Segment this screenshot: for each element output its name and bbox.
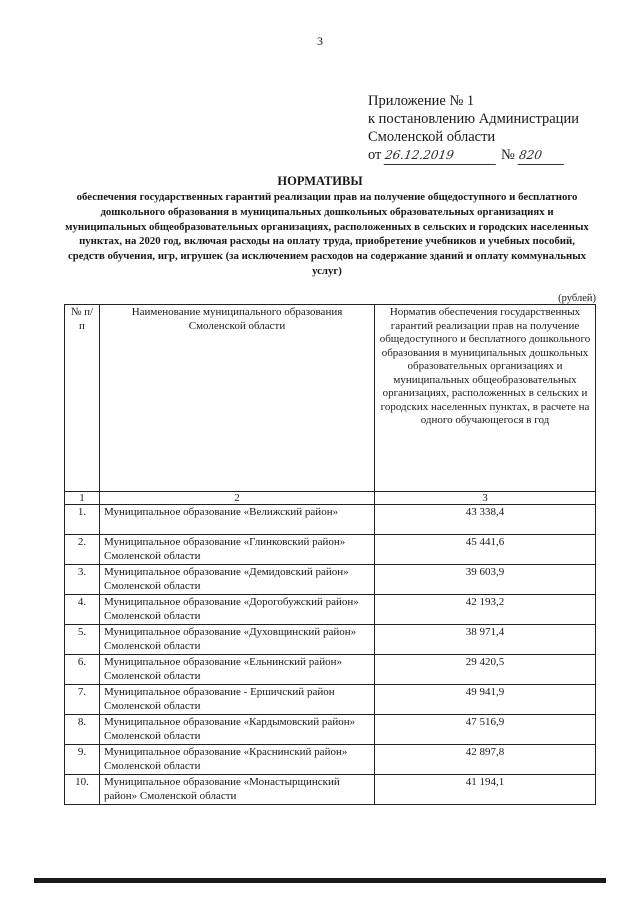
- norm-value: 49 941,9: [375, 685, 596, 715]
- page-number: 3: [317, 34, 323, 48]
- unit-label: (рублей): [558, 293, 596, 304]
- row-number: 6.: [65, 655, 100, 685]
- document-subtitle: обеспечения государственных гарантий реализации прав на получение общедоступного и бесплатного дошкольного образования в муниципальных дошкольных образовательных организациях и муниципальных общеобразовательных организациях, расположенных в сельских и городских населенных пунктах, на 2020 год, включая расходы на оплату труда, приобретение учебников и учебных пособий, средств обучения, игр, игрушек (за исключением расходов на содержание зданий и оплату коммунальных услуг): [65, 191, 589, 277]
- row-number: 1.: [65, 505, 100, 535]
- row-number: 2.: [65, 535, 100, 565]
- row-number: 3.: [65, 565, 100, 595]
- municipality-name: Муниципальное образование «Краснинский район» Смоленской области: [100, 745, 375, 775]
- norm-value: 39 603,9: [375, 565, 596, 595]
- table-row: [65, 625, 596, 655]
- table-index-row: [65, 492, 596, 505]
- appendix-block: [368, 92, 628, 165]
- row-number: 10.: [65, 775, 100, 805]
- norm-value: 47 516,9: [375, 715, 596, 745]
- municipality-name: Муниципальное образование «Демидовский район» Смоленской области: [100, 565, 375, 595]
- table-row: [65, 505, 596, 535]
- row-number: 9.: [65, 745, 100, 775]
- index-cell: 1: [65, 492, 100, 505]
- norm-value: 45 441,6: [375, 535, 596, 565]
- norm-value: 43 338,4: [375, 505, 596, 535]
- table-header-row: [65, 305, 596, 492]
- table-row: [65, 655, 596, 685]
- index-cell: 3: [375, 492, 596, 505]
- row-number: 4.: [65, 595, 100, 625]
- table-row: [65, 565, 596, 595]
- handwritten-number: 820: [518, 146, 567, 165]
- table-row: [65, 745, 596, 775]
- appendix-date-row: [368, 146, 628, 165]
- norm-value: 29 420,5: [375, 655, 596, 685]
- norm-value: 38 971,4: [375, 625, 596, 655]
- norm-value: 42 193,2: [375, 595, 596, 625]
- scan-edge-bar: [34, 878, 606, 883]
- document-title: НОРМАТИВЫ: [277, 174, 363, 188]
- appendix-line-2: к постановлению Администрации: [368, 111, 579, 127]
- header-number: № п/п: [65, 305, 100, 492]
- municipality-name: Муниципальное образование - Ершичский район Смоленской области: [100, 685, 375, 715]
- row-number: 5.: [65, 625, 100, 655]
- municipality-name: Муниципальное образование «Кардымовский район» Смоленской области: [100, 715, 375, 745]
- norm-value: 41 194,1: [375, 775, 596, 805]
- municipality-name: Муниципальное образование «Монастырщинский район» Смоленской области: [100, 775, 375, 805]
- row-number: 8.: [65, 715, 100, 745]
- municipality-name: Муниципальное образование «Ельнинский район» Смоленской области: [100, 655, 375, 685]
- municipality-name: Муниципальное образование «Велижский район»: [100, 505, 375, 535]
- appendix-line-3: Смоленской области: [368, 129, 496, 145]
- table-row: [65, 715, 596, 745]
- table-row: [65, 595, 596, 625]
- municipality-name: Муниципальное образование «Глинковский район» Смоленской области: [100, 535, 375, 565]
- norm-value: 42 897,8: [375, 745, 596, 775]
- handwritten-date: 26.12.2019: [384, 146, 499, 165]
- norms-table: [64, 304, 596, 805]
- municipality-name: Муниципальное образование «Дорогобужский район» Смоленской области: [100, 595, 375, 625]
- table-row: [65, 535, 596, 565]
- row-number: 7.: [65, 685, 100, 715]
- date-prefix: от: [368, 147, 382, 163]
- index-cell: 2: [100, 492, 375, 505]
- table-row: [65, 685, 596, 715]
- appendix-line-1: Приложение № 1: [368, 93, 475, 109]
- municipality-name: Муниципальное образование «Духовщинский район» Смоленской области: [100, 625, 375, 655]
- header-municipality: Наименование муниципального образования Смоленской области: [100, 305, 375, 492]
- number-prefix: №: [501, 147, 515, 163]
- table-row: [65, 775, 596, 805]
- header-norm: Норматив обеспечения государственных гарантий реализации прав на получение общедоступного и бесплатного дошкольного образования в муниципальных дошкольных образовательных организациях и муниципальных общеобразовательных организациях, расположенных в сельских и городских населенных пунктах, в расчете на одного обучающегося в год: [375, 305, 596, 492]
